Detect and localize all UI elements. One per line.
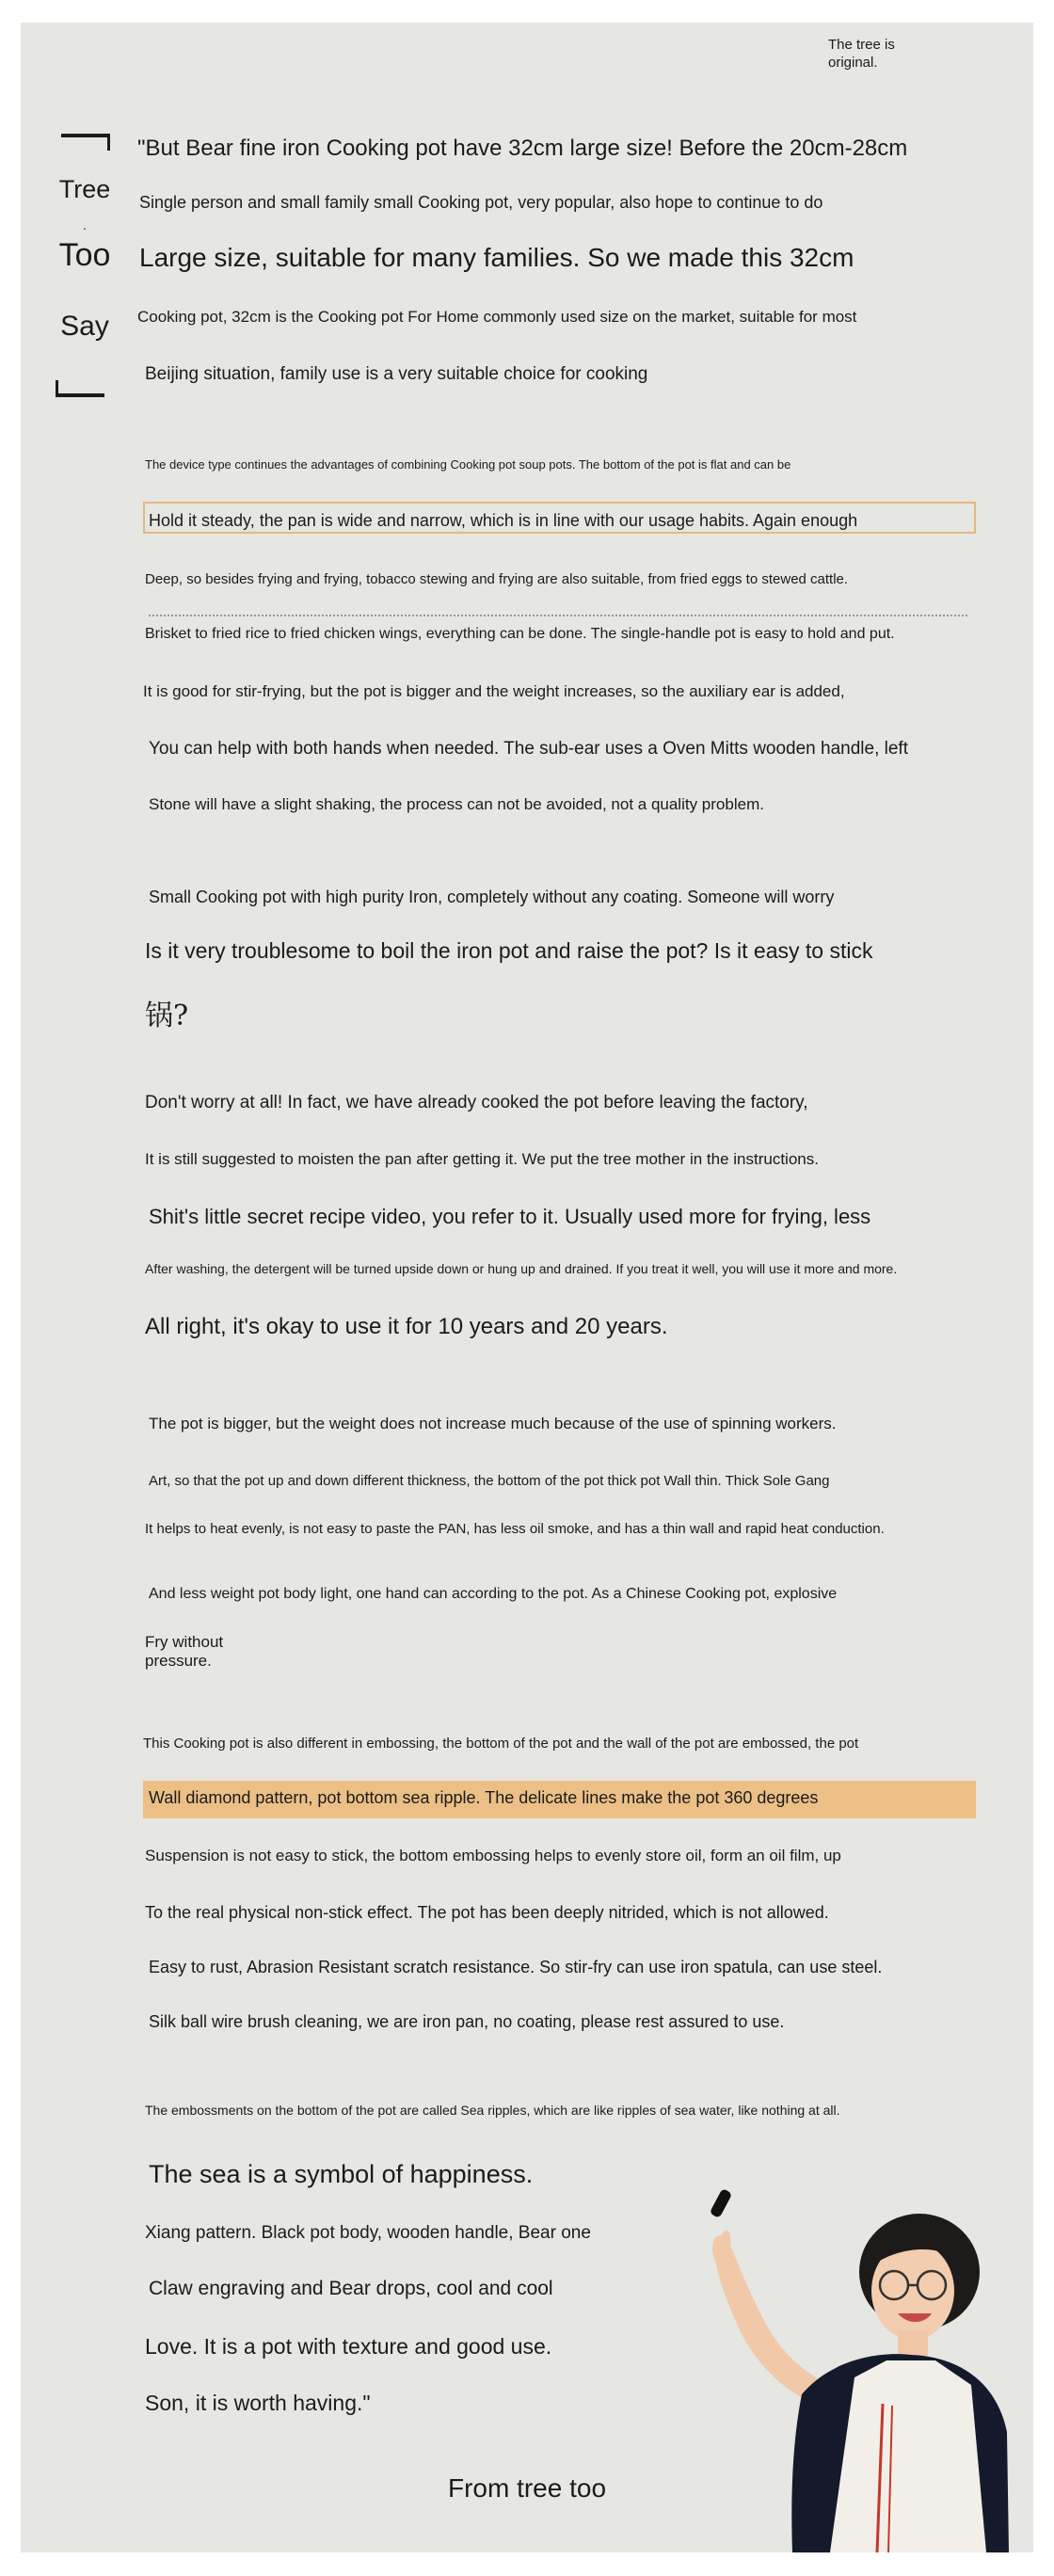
text-line: Brisket to fried rice to fried chicken wings, everything can be done. The single-handle pot is easy to hold and put. bbox=[145, 626, 895, 642]
original-note: The tree is original. bbox=[828, 37, 895, 71]
sidebar-word-tree: Tree bbox=[58, 175, 111, 203]
sidebar-word-say: Say bbox=[60, 311, 109, 342]
text-line: The pot is bigger, but the weight does not increase much because of the use of spinning workers. bbox=[149, 1415, 837, 1432]
text-line: Fry without pressure. bbox=[145, 1633, 224, 1670]
text-line: Art, so that the pot up and down different thickness, the bottom of the pot thick pot Wall thin. Thick Sole Gang bbox=[149, 1473, 830, 1489]
text-line: You can help with both hands when needed. The sub-ear uses a Oven Mitts wooden handle, left bbox=[149, 739, 908, 759]
text-line: Wall diamond pattern, pot bottom sea ripple. The delicate lines make the pot 360 degrees bbox=[149, 1788, 819, 1807]
text-line: Xiang pattern. Black pot body, wooden handle, Bear one bbox=[145, 2223, 591, 2243]
text-line: The embossments on the bottom of the pot are called Sea ripples, which are like ripples of sea water, like nothing at all. bbox=[145, 2103, 840, 2118]
text-line: "But Bear fine iron Cooking pot have 32cm large size! Before the 20cm-28cm bbox=[137, 136, 908, 161]
text-line: Hold it steady, the pan is wide and narrow, which is in line with our usage habits. Again enough bbox=[149, 511, 858, 530]
text-line: Son, it is worth having." bbox=[145, 2391, 371, 2415]
text-line: Claw engraving and Bear drops, cool and cool bbox=[149, 2278, 553, 2299]
text-line: Stone will have a slight shaking, the process can not be avoided, not a quality problem. bbox=[149, 795, 764, 813]
sidebar-dot: · bbox=[82, 220, 88, 235]
text-line: Small Cooking pot with high purity Iron, completely without any coating. Someone will worry bbox=[149, 888, 835, 906]
text-line: All right, it's okay to use it for 10 years and 20 years. bbox=[145, 1314, 668, 1339]
sidebar-quote-block bbox=[52, 134, 127, 407]
text-line: To the real physical non-stick effect. The pot has been deeply nitrided, which is not allowed. bbox=[145, 1903, 829, 1922]
text-line: Large size, suitable for many families. So we made this 32cm bbox=[139, 243, 854, 272]
text-line: Suspension is not easy to stick, the bottom embossing helps to evenly store oil, form an oil film, up bbox=[145, 1847, 841, 1864]
quote-open-bracket-icon bbox=[61, 134, 110, 151]
text-line: It is still suggested to moisten the pan after getting it. We put the tree mother in the instructions. bbox=[145, 1150, 819, 1168]
text-line: Deep, so besides frying and frying, tobacco stewing and frying are also suitable, from fried eggs to stewed cattle. bbox=[145, 571, 849, 587]
quote-close-bracket-icon bbox=[56, 380, 104, 397]
text-line: After washing, the detergent will be turned upside down or hung up and drained. If you treat it well, you will use it more and more. bbox=[145, 1261, 898, 1276]
text-line: This Cooking pot is also different in embossing, the bottom of the pot and the wall of the pot are embossed, the pot bbox=[143, 1736, 859, 1752]
text-line: Cooking pot, 32cm is the Cooking pot For Home commonly used size on the market, suitable for most bbox=[137, 308, 857, 326]
text-line: Silk ball wire brush cleaning, we are iron pan, no coating, please rest assured to use. bbox=[149, 2012, 785, 2031]
text-line: And less weight pot body light, one hand can according to the pot. As a Chinese Cooking pot, explosive bbox=[149, 1586, 838, 1602]
text-line: The sea is a symbol of happiness. bbox=[149, 2160, 534, 2188]
text-line: Beijing situation, family use is a very suitable choice for cooking bbox=[145, 364, 648, 384]
text-line: The device type continues the advantages of combining Cooking pot soup pots. The bottom of the pot is flat and can be bbox=[145, 457, 791, 472]
sidebar-word-too: Too bbox=[58, 237, 111, 273]
text-line: Easy to rust, Abrasion Resistant scratch resistance. So stir-fry can use iron spatula, can use steel. bbox=[149, 1958, 883, 1976]
text-line: Love. It is a pot with texture and good use. bbox=[145, 2334, 552, 2359]
text-line: 锅? bbox=[145, 1000, 189, 1032]
text-line: Shit's little secret recipe video, you refer to it. Usually used more for frying, less bbox=[149, 1205, 871, 1228]
footer-signature: From tree too bbox=[447, 2473, 607, 2503]
text-line: Single person and small family small Cooking pot, very popular, also hope to continue to do bbox=[139, 193, 823, 212]
text-line: Don't worry at all! In fact, we have already cooked the pot before leaving the factory, bbox=[145, 1093, 808, 1112]
dotted-divider bbox=[149, 615, 967, 622]
text-line: Is it very troublesome to boil the iron pot and raise the pot? Is it easy to stick bbox=[145, 938, 873, 963]
text-line: It is good for stir-frying, but the pot is bigger and the weight increases, so the auxiliary ear is added, bbox=[143, 682, 845, 700]
text-line: It helps to heat evenly, is not easy to paste the PAN, has less oil smoke, and has a thin wall and rapid heat conduction. bbox=[145, 1521, 885, 1537]
